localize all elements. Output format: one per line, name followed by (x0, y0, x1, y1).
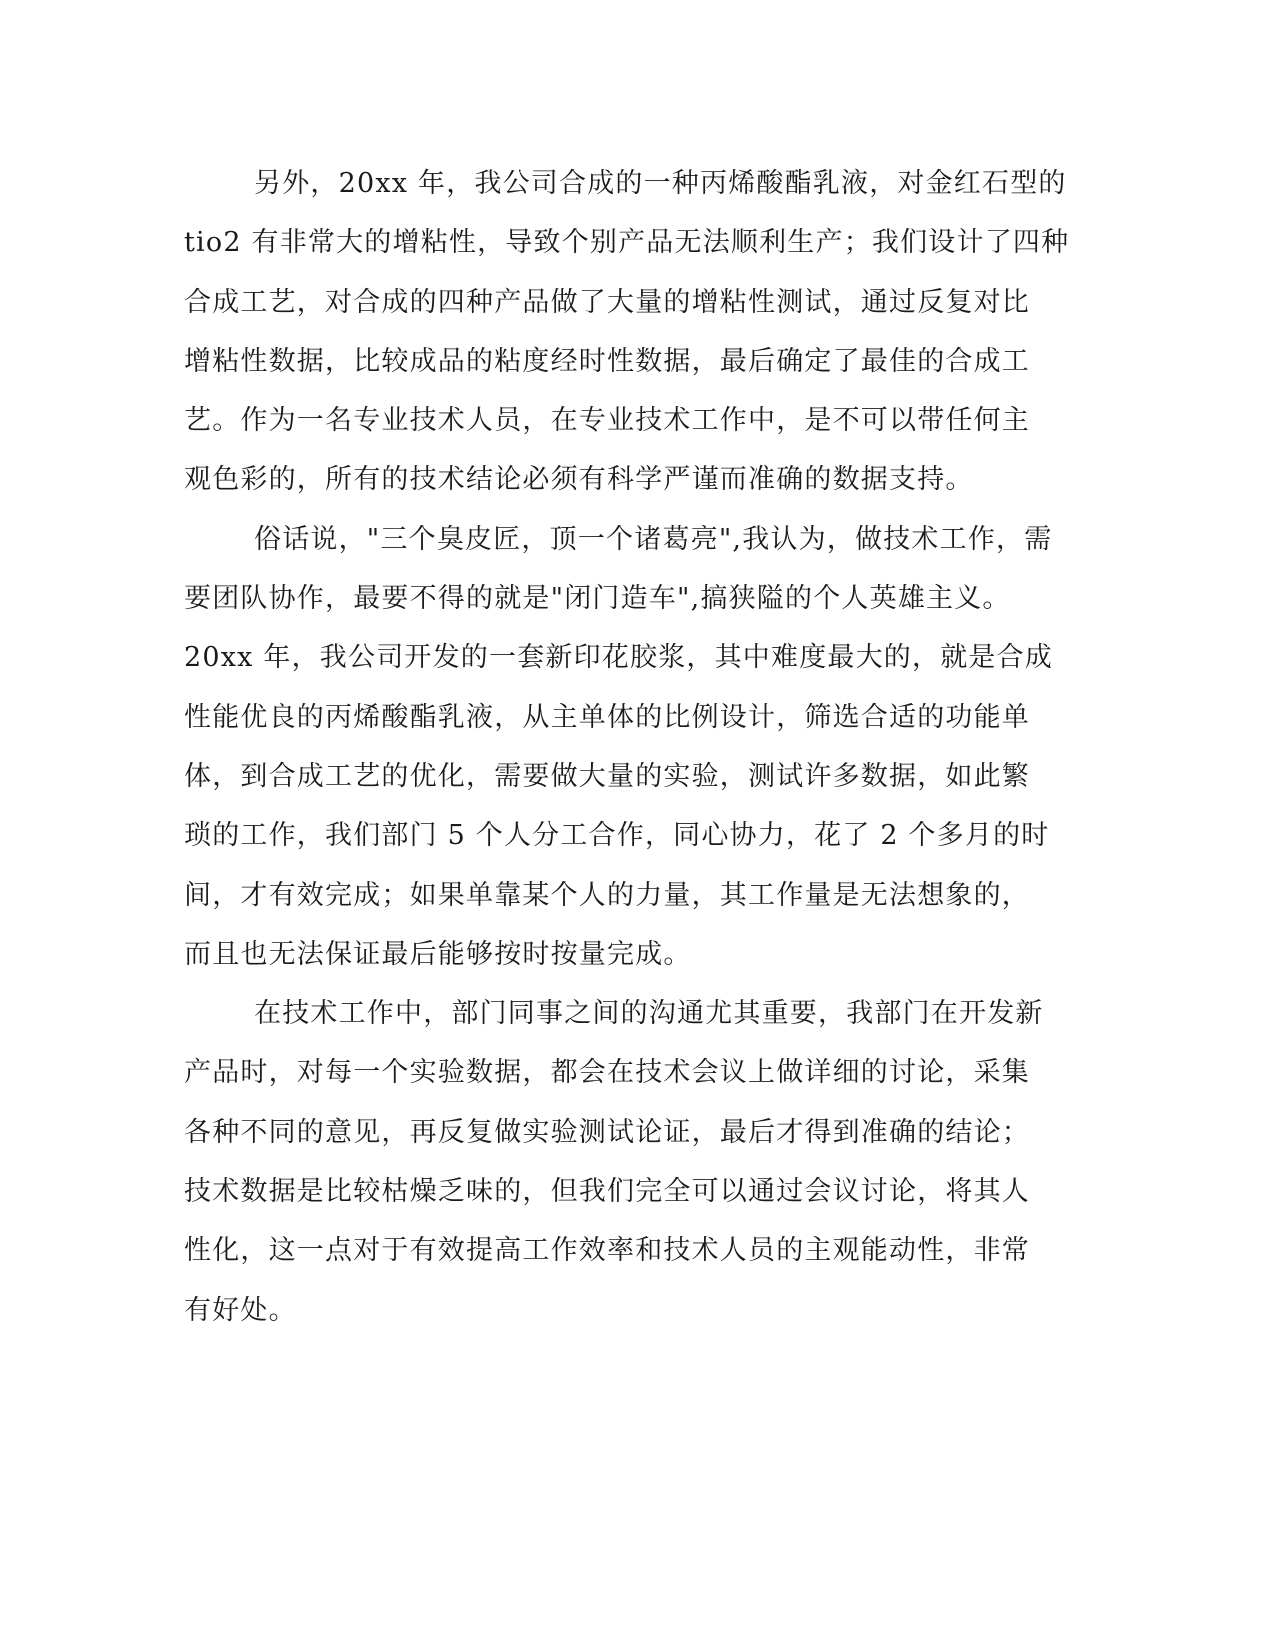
paragraph-line: 有好处。 (184, 1294, 297, 1326)
paragraph-line: 另外，20xx 年，我公司合成的一种丙烯酸酯乳液，对金红石型的 (254, 168, 1067, 199)
paragraph-line: 观色彩的，所有的技术结论必须有科学严谨而准确的数据支持。 (184, 464, 974, 496)
paragraph-line: 合成工艺，对合成的四种产品做了大量的增粘性测试，通过反复对比 (184, 286, 1030, 318)
paragraph-line: 艺。作为一名专业技术人员，在专业技术工作中，是不可以带任何主 (184, 405, 1030, 437)
paragraph-line: 在技术工作中，部门同事之间的沟通尤其重要，我部门在开发新 (254, 998, 1044, 1030)
document-body (184, 154, 1070, 1340)
paragraph-line: 增粘性数据，比较成品的粘度经时性数据，最后确定了最佳的合成工 (184, 345, 1030, 377)
paragraph-2 (184, 510, 1064, 984)
paragraph-line: 20xx 年，我公司开发的一套新印花胶浆，其中难度最大的，就是合成 (184, 642, 1053, 674)
paragraph-line: 而且也无法保证最后能够按时按量完成。 (184, 938, 692, 970)
paragraph-line: 琐的工作，我们部门 5 个人分工合作，同心协力，花了 2 个多月的时 (184, 820, 1050, 852)
paragraph-1 (184, 154, 1070, 510)
paragraph-line: 各种不同的意见，再反复做实验测试论证，最后才得到准确的结论； (184, 1116, 1030, 1148)
paragraph-3 (184, 984, 1064, 1340)
paragraph-line: tio2 有非常大的增粘性，导致个别产品无法顺利生产；我们设计了四种 (184, 227, 1070, 259)
paragraph-line: 间，才有效完成；如果单靠某个人的力量，其工作量是无法想象的， (184, 879, 1030, 911)
paragraph-line: 要团队协作，最要不得的就是"闭门造车",搞狭隘的个人英雄主义。 (184, 583, 1011, 615)
paragraph-line: 产品时，对每一个实验数据，都会在技术会议上做详细的讨论，采集 (184, 1057, 1030, 1089)
paragraph-line: 性化，这一点对于有效提高工作效率和技术人员的主观能动性，非常 (184, 1235, 1030, 1267)
paragraph-line: 体，到合成工艺的优化，需要做大量的实验，测试许多数据，如此繁 (184, 760, 1030, 792)
paragraph-line: 技术数据是比较枯燥乏味的，但我们完全可以通过会议讨论，将其人 (184, 1176, 1030, 1208)
paragraph-line: 俗话说，"三个臭皮匠，顶一个诸葛亮",我认为，做技术工作，需 (254, 523, 1053, 555)
paragraph-line: 性能优良的丙烯酸酯乳液，从主单体的比例设计，筛选合适的功能单 (184, 701, 1030, 733)
